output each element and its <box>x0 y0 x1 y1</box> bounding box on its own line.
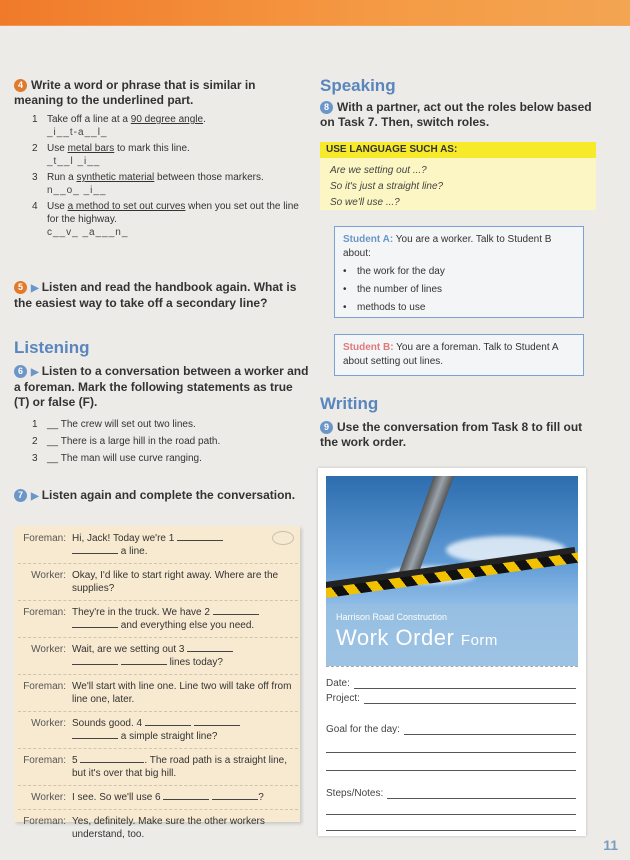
list-item: 1 __ The crew will set out two lines. <box>32 419 196 430</box>
blank-2[interactable] <box>213 606 259 615</box>
bullet-item: • the number of lines <box>343 284 443 295</box>
task-number-badge: 9 <box>320 421 333 434</box>
blank-1[interactable] <box>177 532 223 541</box>
conversation-line: Foreman: Yes, definitely. Make sure the other workers understand, too. <box>23 816 265 840</box>
task-number-badge: 5 <box>14 281 27 294</box>
audio-icon[interactable]: ▶ <box>31 491 39 502</box>
task-4-list <box>32 113 312 242</box>
list-item: 2 Use metal bars to mark this line. _t__l _i__ <box>32 143 190 167</box>
conversation-line: Worker: Sounds good. 4 a simple straight line? <box>18 717 298 743</box>
blank-2b[interactable] <box>72 619 118 628</box>
speaking-heading: Speaking <box>320 76 396 95</box>
blank-3b[interactable] <box>72 656 118 665</box>
project-field[interactable]: Project: <box>326 693 576 704</box>
work-order-form <box>318 468 586 836</box>
list-item: 1 Take off a line at a 90 degree angle. _i__t-a__l_ <box>32 114 206 138</box>
task-5-instruction: 5 ▶ Listen and read the handbook again. What is the easiest way to take off a secondary line? <box>14 280 297 310</box>
goal-line[interactable] <box>326 752 576 753</box>
page-number: 11 <box>603 837 618 853</box>
word-hint: n__o_ _i__ <box>47 185 107 196</box>
word-hint: _t__l _i__ <box>47 156 101 167</box>
writing-heading: Writing <box>320 394 379 413</box>
blank-4[interactable] <box>145 717 191 726</box>
blank-4c[interactable] <box>72 730 118 739</box>
word-hint: _i__t-a__l_ <box>47 127 108 138</box>
goal-field[interactable]: Goal for the day: <box>326 724 576 735</box>
task-number-badge: 7 <box>14 489 27 502</box>
list-item: 2 __ There is a large hill in the road path. <box>32 436 221 447</box>
top-color-band <box>0 0 630 26</box>
word-hint: c__v_ _a___n_ <box>47 227 129 238</box>
task-4-instruction: 4 Write a word or phrase that is similar in meaning to the underlined part. <box>14 78 256 107</box>
conversation-line: Worker: I see. So we'll use 6 ? <box>31 792 264 803</box>
student-b-card: Student B: You are a foreman. Talk to Student A about setting out lines. <box>334 334 584 376</box>
task-9-instruction: 9 Use the conversation from Task 8 to fill out the work order. <box>320 420 583 449</box>
task-8-instruction: 8 With a partner, act out the roles below based on Task 7. Then, switch roles. <box>320 100 592 129</box>
blank-3[interactable] <box>187 643 233 652</box>
task-number-badge: 6 <box>14 365 27 378</box>
use-language-label: USE LANGUAGE SUCH AS: <box>320 142 596 158</box>
use-language-phrases: Are we setting out ...? So it's just a straight line? So we'll use ...? <box>330 165 444 208</box>
conversation-line: Worker: Okay, I'd like to start right away. Where are the supplies? <box>31 570 279 594</box>
listening-heading: Listening <box>14 338 90 357</box>
date-field[interactable]: Date: <box>326 678 576 689</box>
task-number-badge: 4 <box>14 79 27 92</box>
blank-6[interactable] <box>163 791 209 800</box>
steps-line[interactable] <box>326 814 576 815</box>
audio-icon[interactable]: ▶ <box>31 283 39 294</box>
blank-3c[interactable] <box>121 656 167 665</box>
steps-line[interactable] <box>326 830 576 831</box>
student-a-card: Student A: You are a worker. Talk to Student B about: • the work for the day • the number of lines • methods to use <box>334 226 584 318</box>
conversation-line: Foreman: We'll start with line one. Line two will take off from line one, later. <box>23 681 292 705</box>
audio-icon[interactable]: ▶ <box>31 367 39 378</box>
blank-6b[interactable] <box>212 791 258 800</box>
list-item: 4 Use a method to set out curves when you set out the line for the highway. c__v_ _a___n_ <box>32 201 299 238</box>
bullet-item: • the work for the day <box>343 266 445 277</box>
bullet-item: • methods to use <box>343 302 426 313</box>
conversation <box>18 532 298 846</box>
task-7-instruction: 7 ▶ Listen again and complete the conversation. <box>14 488 304 504</box>
blank-1b[interactable] <box>72 545 118 554</box>
task-number-badge: 8 <box>320 101 333 114</box>
list-item: 3 Run a synthetic material between those markers. n__o_ _i__ <box>32 172 264 196</box>
blank-4b[interactable] <box>194 717 240 726</box>
conversation-line: Worker: Wait, are we setting out 3 lines today? <box>18 643 298 669</box>
list-item: 3 __ The man will use curve ranging. <box>32 453 202 464</box>
conversation-line: Foreman: 5 . The road path is a straight line, but it's over that big hill. <box>23 755 288 779</box>
form-title: Work Order Form <box>336 625 498 650</box>
bridge-photo <box>326 476 578 666</box>
conversation-line: Foreman: They're in the truck. We have 2 and everything else you need. <box>18 606 298 632</box>
task-6-instruction: 6 ▶ Listen to a conversation between a worker and a foreman. Mark the following statements as true (T) or false (F). <box>14 364 309 409</box>
company-name: Harrison Road Construction <box>336 612 448 622</box>
true-false-list <box>32 418 302 469</box>
conversation-line: Foreman: Hi, Jack! Today we're 1 a line. <box>18 532 298 558</box>
goal-line[interactable] <box>326 770 576 771</box>
steps-field[interactable]: Steps/Notes: <box>326 788 576 799</box>
blank-5[interactable] <box>80 754 144 763</box>
